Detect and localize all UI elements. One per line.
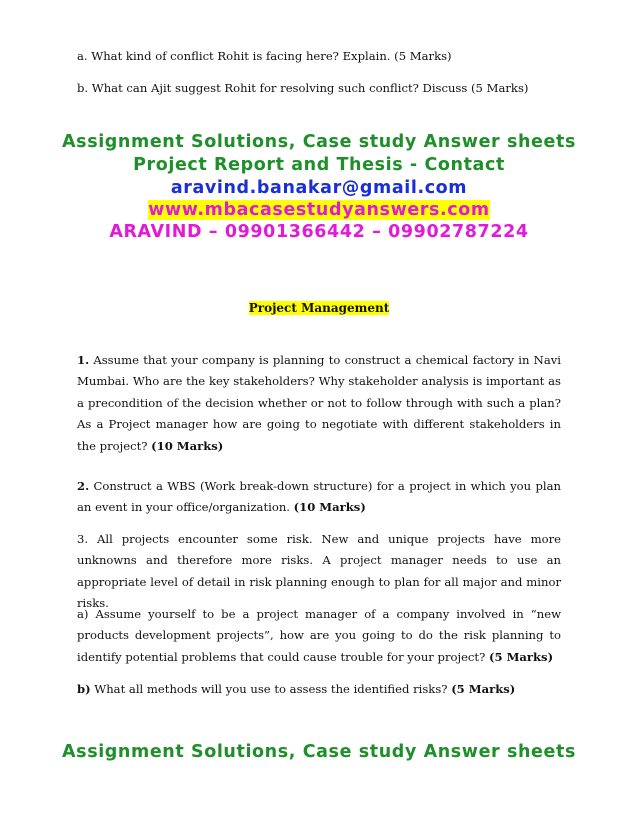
question-3a-marks: (5 Marks) [488,649,554,664]
section-title-row [0,301,638,315]
section-title: Project Management [248,301,390,315]
promo-line-1: Assignment Solutions, Case study Answer sheets [62,132,576,152]
promo-website: www.mbacasestudyanswers.com [148,200,490,220]
question-1-marks: (10 Marks) [151,438,224,453]
question-3 [77,529,561,615]
question-3-text: 3. All projects encounter some risk. New and unique projects have more unknowns and therefore more risks. A project manager needs to use an appropriate level of detail in risk planning enough to plan for all major and minor risks. [77,532,561,611]
promo-line-2: Project Report and Thesis - Contact [133,155,505,175]
question-3a [77,604,561,668]
question-3b-text: What all methods will you use to assess the identified risks? [90,682,452,696]
question-1-text: Assume that your company is planning to construct a chemical factory in Navi Mumbai. Who are the key stakeholders? Why stakeholder analysis is important as a precondition of the decision whether or not to follow through with such a plan? As a Project manager how are going to negotiate with different stakeholders in the project? [77,353,561,453]
question-3b-marks: (5 Marks) [451,682,516,696]
question-1 [77,350,561,457]
promo-email: aravind.banakar@gmail.com [170,178,468,198]
question-2-marks: (10 Marks) [293,500,366,515]
question-2-number: 2. [77,479,90,493]
question-a: a. What kind of conflict Rohit is facing here? Explain. (5 Marks) [77,49,452,63]
question-3b [77,679,561,700]
question-3a-text: a) Assume yourself to be a project manager of a company involved in “new products development projects”, how are you going to do the risk planning to identify potential problems that could cause trouble for your project? [77,607,561,664]
question-3b-number: b) [77,682,91,696]
promo-website-row [0,200,638,220]
question-2 [77,476,561,519]
footer-promo: Assignment Solutions, Case study Answer sheets [62,742,576,762]
promo-phone: ARAVIND – 09901366442 – 09902787224 [109,222,529,242]
question-1-number: 1. [77,353,90,367]
question-2-text: Construct a WBS (Work break-down structure) for a project in which you plan an event in your office/organization. [77,479,561,515]
question-b: b. What can Ajit suggest Rohit for resolving such conflict? Discuss (5 Marks) [77,81,529,95]
